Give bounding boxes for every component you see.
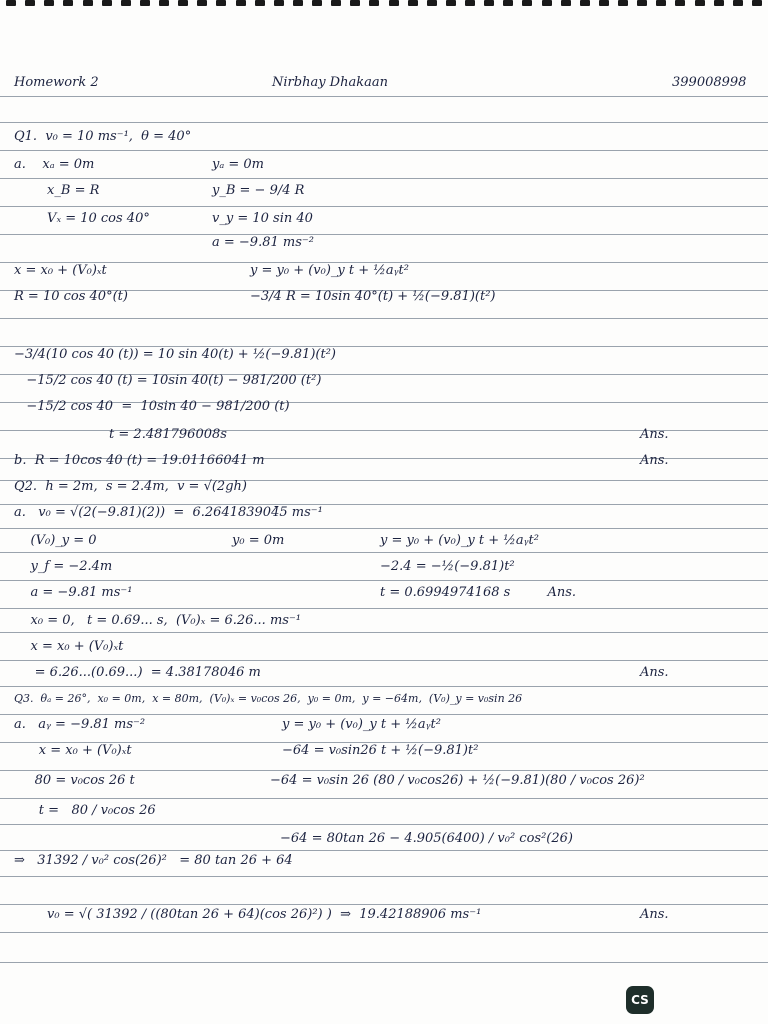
solution-text: −3/4 R = 10sin 40°(t) + ½(−9.81)(t²) xyxy=(250,289,496,304)
solution-line xyxy=(0,498,768,528)
solution-text: −64 = v₀sin26 t + ½(−9.81)t² xyxy=(282,743,479,758)
solution-text: v₀ = √( 31392 / ((80tan 26 + 64)(cos 26)²) ) ⇒ 19.42188906 ms⁻¹ xyxy=(14,907,482,922)
student-id: 399008998 xyxy=(672,75,747,90)
solution-line xyxy=(0,392,768,422)
solution-text: a. v₀ = √(2(−9.81)(2)) = 6.264183904̄5 ms⁻¹ xyxy=(14,505,323,520)
answer-mark: −2.4 = −½(−9.81)t² xyxy=(380,559,515,574)
answer-mark: Ans. xyxy=(640,427,669,442)
solution-text: Q1. v₀ = 10 ms⁻¹, θ = 40° xyxy=(14,129,192,144)
solution-text: t = 2.481796008s xyxy=(14,427,227,442)
solution-text: v_y = 10 sin 40 xyxy=(212,211,313,226)
camscanner-logo: CS xyxy=(626,986,654,1014)
solution-text: y = y₀ + (v₀)_y t + ½aᵧt² xyxy=(282,717,441,732)
solution-text: a. aᵧ = −9.81 ms⁻² xyxy=(14,717,146,732)
solution-text: R = 10 cos 40°(t) xyxy=(14,289,128,304)
solution-line xyxy=(0,766,768,796)
rule-line xyxy=(0,962,768,963)
solution-line xyxy=(0,228,768,258)
rule-line xyxy=(0,932,768,933)
header-row xyxy=(0,68,768,98)
solution-text: t = 80 / v₀cos 26 xyxy=(14,803,156,818)
student-name: Nirbhay Dhakaan xyxy=(272,75,388,90)
solution-text: −64 = v₀sin 26 (80 / v₀cos26) + ½(−9.81)(80 / v₀cos 26)² xyxy=(270,773,645,788)
solution-text: Vₓ = 10 cos 40° xyxy=(14,211,150,226)
solution-text: = 6.26...(0.69...) = 4.38178046 m xyxy=(14,665,261,680)
solution-text: Q2. h = 2m, s = 2.4m, v = √(2gh) xyxy=(14,479,247,494)
solution-line xyxy=(0,122,768,152)
solution-text: ⇒ 31392 / v₀² cos(26)² = 80 tan 26 + 64 xyxy=(14,853,293,868)
answer-mark: Ans. xyxy=(640,453,669,468)
solution-text: a = −9.81 ms⁻¹ xyxy=(14,585,133,600)
solution-text: x = x₀ + (V₀)ₓt xyxy=(14,639,124,654)
solution-line xyxy=(0,900,768,930)
solution-text: y = y₀ + (v₀)_y t + ½aᵧt² xyxy=(250,263,409,278)
solution-text: −15/2 cos 40 (t) = 10sin 40(t) − 981/200 (t²) xyxy=(14,373,322,388)
solution-line xyxy=(0,578,768,608)
answer-mark: t = 0.6994974168 s Ans. xyxy=(380,585,577,600)
solution-text: y₀ = 0m xyxy=(232,533,285,548)
solution-text: x = x₀ + (V₀)ₓt xyxy=(14,743,132,758)
solution-text: (V₀)_y = 0 xyxy=(14,533,97,548)
rule-line xyxy=(0,96,768,97)
answer-mark: Ans. xyxy=(640,665,669,680)
solution-text: x₀ = 0, t = 0.69... s, (V₀)ₓ = 6.26... ms⁻¹ xyxy=(14,613,302,628)
solution-line xyxy=(0,736,768,766)
solution-text: −3/4(10 cos 40 (t)) = 10 sin 40(t) + ½(−9.81)(t²) xyxy=(14,347,336,362)
answer-mark: y = y₀ + (v₀)_y t + ½aᵧt² xyxy=(380,533,539,548)
solution-line xyxy=(0,872,768,902)
solution-line xyxy=(0,282,768,312)
solution-line xyxy=(0,176,768,206)
solution-text: −15/2 cos 40 = 10sin 40 − 981/200 (t) xyxy=(14,399,290,414)
solution-text: y_f = −2.4m xyxy=(14,559,113,574)
solution-text: 80 = v₀cos 26 t xyxy=(14,773,135,788)
solution-text: −64 = 80tan 26 − 4.905(6400) / v₀² cos²(26) xyxy=(280,831,573,846)
solution-text: Q3. θₐ = 26°, x₀ = 0m, x = 80m, (V₀)ₓ = v₀cos 26, y₀ = 0m, y = −64m, (V₀)_y = v₀sin 26 xyxy=(14,692,523,705)
solution-text: a = −9.81 ms⁻² xyxy=(212,235,314,250)
solution-text: x = x₀ + (V₀)ₓt xyxy=(14,263,107,278)
solution-text: yₐ = 0m xyxy=(212,157,264,172)
solution-text: x_B = R xyxy=(14,183,100,198)
homework-title: Homework 2 xyxy=(14,75,99,90)
answer-mark: Ans. xyxy=(640,907,669,922)
solution-text: a. xₐ = 0m xyxy=(14,157,95,172)
solution-text: y_B = − 9/4 R xyxy=(212,183,305,198)
binding-holes xyxy=(0,0,768,8)
solution-text: b. R = 10cos 40 (t) = 19.01166041 m xyxy=(14,453,265,468)
solution-line xyxy=(0,796,768,826)
